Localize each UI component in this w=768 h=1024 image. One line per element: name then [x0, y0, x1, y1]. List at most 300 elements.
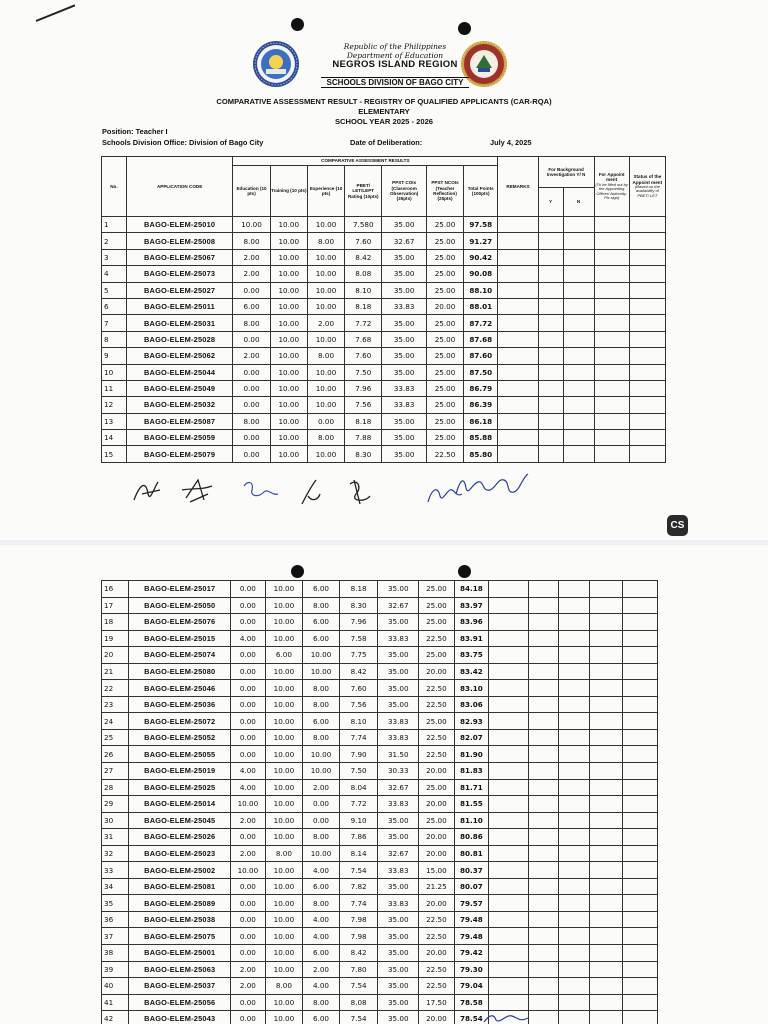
table-row	[102, 233, 666, 249]
appointment-cell	[589, 663, 623, 680]
experience-score: 6.00	[303, 878, 340, 895]
table-row	[102, 746, 658, 763]
remarks-cell	[498, 348, 538, 364]
experience-score: 8.00	[303, 597, 340, 614]
row-no: 36	[102, 911, 129, 928]
application-code: BAGO-ELEM-25032	[126, 397, 233, 413]
table-row	[102, 647, 658, 664]
ppst-ncois-score: 25.00	[419, 713, 455, 730]
background-y-cell	[538, 364, 563, 380]
appointment-cell	[594, 446, 629, 462]
background-y-cell	[528, 597, 558, 614]
pbet-rating: 8.30	[345, 446, 382, 462]
school-year: SCHOOL YEAR 2025 - 2026	[334, 116, 434, 126]
experience-score: 10.00	[307, 298, 344, 314]
experience-score: 8.00	[303, 680, 340, 697]
remarks-cell	[489, 845, 529, 862]
table-row	[102, 282, 666, 298]
remarks-cell	[489, 945, 529, 962]
experience-score: 0.00	[303, 796, 340, 813]
total-points: 85.88	[464, 430, 498, 446]
experience-score: 10.00	[307, 266, 344, 282]
ppst-ncois-score: 25.00	[426, 430, 463, 446]
education-score: 0.00	[231, 911, 266, 928]
experience-score: 10.00	[307, 446, 344, 462]
row-no: 21	[102, 663, 129, 680]
background-n-cell	[559, 630, 589, 647]
education-score: 8.00	[233, 413, 270, 429]
ppst-cois-score: 35.00	[378, 945, 419, 962]
background-y-cell	[528, 779, 558, 796]
appointment-cell	[589, 978, 623, 995]
status-cell	[629, 266, 665, 282]
row-no: 16	[102, 581, 129, 598]
total-points: 83.10	[454, 680, 489, 697]
appointment-cell	[589, 696, 623, 713]
application-code: BAGO-ELEM-25015	[129, 630, 231, 647]
applicants-table-page-2	[101, 580, 658, 1024]
background-n-cell	[559, 680, 589, 697]
total-points: 81.83	[454, 763, 489, 780]
division-text: SCHOOLS DIVISION OF BAGO CITY	[321, 77, 470, 88]
education-score: 2.00	[231, 812, 266, 829]
background-n-cell	[563, 331, 594, 347]
education-score: 0.00	[233, 331, 270, 347]
training-score: 10.00	[265, 1011, 303, 1024]
education-score: 0.00	[231, 729, 266, 746]
header-background: For Background Investigation Y/ N	[538, 157, 594, 188]
ppst-ncois-score: 25.00	[426, 249, 463, 265]
training-score: 10.00	[270, 282, 307, 298]
table-row	[102, 729, 658, 746]
table-row	[102, 895, 658, 912]
pbet-rating: 7.72	[345, 315, 382, 331]
deliberation-label: Date of Deliberation:	[350, 138, 423, 147]
status-cell	[623, 945, 658, 962]
status-cell	[623, 614, 658, 631]
pbet-rating: 7.72	[339, 796, 378, 813]
header-status-label: Status of the Appoint ment	[632, 174, 663, 185]
appointment-cell	[589, 1011, 623, 1024]
education-score: 0.00	[231, 829, 266, 846]
background-n-cell	[559, 978, 589, 995]
ppst-cois-score: 35.00	[382, 315, 426, 331]
education-score: 2.00	[231, 845, 266, 862]
table-row	[102, 266, 666, 282]
office-text: Schools Division Office: Division of Bago City	[102, 138, 264, 147]
total-points: 87.60	[464, 348, 498, 364]
ppst-cois-score: 35.00	[378, 663, 419, 680]
appointment-cell	[589, 961, 623, 978]
education-score: 10.00	[231, 796, 266, 813]
appointment-cell	[589, 630, 623, 647]
remarks-cell	[489, 763, 529, 780]
application-code: BAGO-ELEM-25059	[126, 430, 233, 446]
row-no: 9	[102, 348, 127, 364]
row-no: 38	[102, 945, 129, 962]
application-code: BAGO-ELEM-25050	[129, 597, 231, 614]
background-y-cell	[528, 994, 558, 1011]
appointment-cell	[594, 331, 629, 347]
background-y-cell	[528, 647, 558, 664]
table-row	[102, 331, 666, 347]
header-training: Training (10 pts)	[270, 166, 307, 217]
experience-score: 10.00	[303, 845, 340, 862]
ppst-cois-score: 32.67	[382, 233, 426, 249]
training-score: 10.00	[265, 878, 303, 895]
background-n-cell	[559, 829, 589, 846]
table-row	[102, 430, 666, 446]
background-n-cell	[559, 994, 589, 1011]
training-score: 10.00	[270, 233, 307, 249]
ppst-cois-score: 35.00	[378, 581, 419, 598]
ppst-cois-score: 35.00	[378, 680, 419, 697]
pbet-rating: 8.42	[339, 945, 378, 962]
status-cell	[623, 862, 658, 879]
background-y-cell	[528, 614, 558, 631]
training-score: 10.00	[265, 796, 303, 813]
remarks-cell	[489, 713, 529, 730]
total-points: 81.55	[454, 796, 489, 813]
appointment-cell	[594, 282, 629, 298]
total-points: 83.06	[454, 696, 489, 713]
ppst-ncois-score: 20.00	[426, 298, 463, 314]
signature-icon	[480, 1010, 560, 1024]
row-no: 6	[102, 298, 127, 314]
pbet-rating: 7.58	[339, 630, 378, 647]
application-code: BAGO-ELEM-25043	[129, 1011, 231, 1024]
education-score: 0.00	[231, 994, 266, 1011]
background-y-cell	[528, 696, 558, 713]
total-points: 79.04	[454, 978, 489, 995]
ppst-cois-score: 33.83	[382, 380, 426, 396]
application-code: BAGO-ELEM-25081	[129, 878, 231, 895]
status-cell	[623, 713, 658, 730]
background-n-cell	[559, 945, 589, 962]
remarks-cell	[498, 282, 538, 298]
status-cell	[623, 928, 658, 945]
row-no: 42	[102, 1011, 129, 1024]
education-score: 10.00	[231, 862, 266, 879]
background-y-cell	[538, 233, 563, 249]
background-y-cell	[538, 331, 563, 347]
ppst-cois-score: 35.00	[378, 696, 419, 713]
remarks-cell	[498, 446, 538, 462]
background-y-cell	[528, 663, 558, 680]
background-n-cell	[559, 845, 589, 862]
background-y-cell	[528, 630, 558, 647]
pbet-rating: 7.80	[339, 961, 378, 978]
experience-score: 6.00	[303, 581, 340, 598]
experience-score: 2.00	[303, 779, 340, 796]
document-level: ELEMENTARY	[358, 106, 410, 116]
remarks-cell	[489, 779, 529, 796]
background-n-cell	[559, 713, 589, 730]
ppst-cois-score: 33.83	[378, 729, 419, 746]
total-points: 80.07	[454, 878, 489, 895]
status-cell	[623, 680, 658, 697]
remarks-cell	[498, 364, 538, 380]
experience-score: 8.00	[307, 348, 344, 364]
pbet-rating: 7.82	[339, 878, 378, 895]
pbet-rating: 7.54	[339, 862, 378, 879]
table-row	[102, 581, 658, 598]
header-y: Y	[538, 188, 563, 217]
background-n-cell	[559, 729, 589, 746]
pbet-rating: 9.10	[339, 812, 378, 829]
status-cell	[629, 397, 665, 413]
header-no: No.	[102, 157, 127, 217]
background-n-cell	[563, 446, 594, 462]
pbet-rating: 7.98	[339, 911, 378, 928]
training-score: 10.00	[265, 928, 303, 945]
remarks-cell	[489, 581, 529, 598]
status-cell	[629, 217, 665, 233]
ppst-ncois-score: 20.00	[419, 895, 455, 912]
total-points: 90.42	[464, 249, 498, 265]
total-points: 79.57	[454, 895, 489, 912]
background-y-cell	[528, 729, 558, 746]
pbet-rating: 7.60	[339, 680, 378, 697]
background-n-cell	[559, 696, 589, 713]
row-no: 29	[102, 796, 129, 813]
education-score: 4.00	[231, 779, 266, 796]
application-code: BAGO-ELEM-25062	[126, 348, 233, 364]
education-score: 2.00	[233, 348, 270, 364]
experience-score: 2.00	[303, 961, 340, 978]
pbet-rating: 7.75	[339, 647, 378, 664]
background-y-cell	[538, 298, 563, 314]
background-y-cell	[528, 928, 558, 945]
remarks-cell	[489, 978, 529, 995]
education-score: 0.00	[233, 397, 270, 413]
experience-score: 8.00	[303, 829, 340, 846]
table-row	[102, 812, 658, 829]
pbet-rating: 7.54	[339, 978, 378, 995]
appointment-cell	[594, 233, 629, 249]
experience-score: 8.00	[303, 696, 340, 713]
total-points: 78.58	[454, 994, 489, 1011]
header-ppst-ncois: PPST NCOIs (Teacher Reflection) (25pts)	[426, 166, 463, 217]
ppst-ncois-score: 22.50	[419, 911, 455, 928]
ppst-ncois-score: 25.00	[419, 647, 455, 664]
pbet-rating: 8.08	[339, 994, 378, 1011]
training-score: 10.00	[265, 729, 303, 746]
region-text: NEGROS ISLAND REGION	[332, 59, 458, 71]
training-score: 10.00	[265, 713, 303, 730]
application-code: BAGO-ELEM-25056	[129, 994, 231, 1011]
education-score: 0.00	[231, 945, 266, 962]
row-no: 5	[102, 282, 127, 298]
pbet-rating: 7.60	[345, 348, 382, 364]
ppst-cois-score: 33.83	[378, 895, 419, 912]
remarks-cell	[489, 680, 529, 697]
education-score: 0.00	[231, 713, 266, 730]
signature-icon	[452, 466, 532, 500]
background-n-cell	[563, 266, 594, 282]
education-score: 2.00	[231, 978, 266, 995]
status-cell	[629, 331, 665, 347]
education-score: 2.00	[231, 961, 266, 978]
header-pbet: PBET/ LET/LEPT Rating (10pts)	[345, 166, 382, 217]
training-score: 10.00	[265, 961, 303, 978]
remarks-cell	[489, 796, 529, 813]
ppst-cois-score: 33.83	[378, 630, 419, 647]
background-y-cell	[538, 282, 563, 298]
ppst-ncois-score: 20.00	[419, 845, 455, 862]
application-code: BAGO-ELEM-25044	[126, 364, 233, 380]
table-row	[102, 928, 658, 945]
ppst-cois-score: 35.00	[378, 961, 419, 978]
appointment-cell	[594, 249, 629, 265]
education-score: 4.00	[231, 763, 266, 780]
header-code: APPLICATION CODE	[126, 157, 233, 217]
background-n-cell	[559, 812, 589, 829]
application-code: BAGO-ELEM-25073	[126, 266, 233, 282]
row-no: 40	[102, 978, 129, 995]
background-y-cell	[528, 945, 558, 962]
ppst-ncois-score: 22.50	[419, 729, 455, 746]
experience-score: 4.00	[303, 911, 340, 928]
table-row	[102, 911, 658, 928]
table-row	[102, 829, 658, 846]
ppst-cois-score: 33.83	[378, 713, 419, 730]
table-row	[102, 298, 666, 314]
total-points: 81.10	[454, 812, 489, 829]
pbet-rating: 7.50	[345, 364, 382, 380]
training-score: 10.00	[270, 217, 307, 233]
ppst-ncois-score: 20.00	[419, 796, 455, 813]
status-cell	[623, 779, 658, 796]
education-score: 2.00	[233, 266, 270, 282]
background-n-cell	[563, 282, 594, 298]
experience-score: 10.00	[307, 364, 344, 380]
ppst-cois-score: 35.00	[382, 266, 426, 282]
remarks-cell	[489, 630, 529, 647]
training-score: 10.00	[270, 397, 307, 413]
remarks-cell	[489, 597, 529, 614]
ppst-cois-score: 32.67	[378, 845, 419, 862]
background-y-cell	[528, 581, 558, 598]
row-no: 24	[102, 713, 129, 730]
appointment-cell	[589, 994, 623, 1011]
training-score: 10.00	[270, 380, 307, 396]
status-cell	[629, 380, 665, 396]
experience-score: 6.00	[303, 614, 340, 631]
application-code: BAGO-ELEM-25089	[129, 895, 231, 912]
experience-score: 8.00	[303, 994, 340, 1011]
remarks-cell	[489, 746, 529, 763]
application-code: BAGO-ELEM-25038	[129, 911, 231, 928]
training-score: 10.00	[270, 446, 307, 462]
ppst-cois-score: 33.83	[382, 397, 426, 413]
education-score: 6.00	[233, 298, 270, 314]
table-row	[102, 364, 666, 380]
row-no: 15	[102, 446, 127, 462]
education-score: 10.00	[233, 217, 270, 233]
education-score: 0.00	[233, 446, 270, 462]
row-no: 2	[102, 233, 127, 249]
remarks-cell	[489, 829, 529, 846]
ppst-cois-score: 35.00	[378, 1011, 419, 1024]
row-no: 17	[102, 597, 129, 614]
appointment-cell	[589, 597, 623, 614]
total-points: 87.72	[464, 315, 498, 331]
ppst-cois-score: 32.67	[378, 597, 419, 614]
experience-score: 4.00	[303, 862, 340, 879]
status-cell	[629, 430, 665, 446]
experience-score: 10.00	[303, 663, 340, 680]
table-row	[102, 663, 658, 680]
training-score: 10.00	[265, 945, 303, 962]
education-score: 0.00	[231, 614, 266, 631]
appointment-cell	[589, 713, 623, 730]
education-score: 0.00	[231, 581, 266, 598]
table-row	[102, 994, 658, 1011]
ppst-cois-score: 35.00	[378, 812, 419, 829]
experience-score: 10.00	[307, 249, 344, 265]
row-no: 35	[102, 895, 129, 912]
pbet-rating: 8.08	[345, 266, 382, 282]
document-title: COMPARATIVE ASSESSMENT RESULT - REGISTRY OF QUALIFIED APPLICANTS (CAR-RQA)	[216, 97, 552, 106]
background-y-cell	[528, 961, 558, 978]
training-score: 10.00	[270, 298, 307, 314]
background-y-cell	[528, 862, 558, 879]
row-no: 26	[102, 746, 129, 763]
header-appointment-note: (To be filled out by the Appointing Officer/ Authority. Pls sign)	[595, 181, 628, 201]
ppst-ncois-score: 22.50	[419, 680, 455, 697]
experience-score: 8.00	[303, 729, 340, 746]
ppst-ncois-score: 22.50	[419, 696, 455, 713]
status-cell	[629, 249, 665, 265]
ppst-ncois-score: 25.00	[426, 266, 463, 282]
experience-score: 2.00	[307, 315, 344, 331]
header-status-note: (Based on the availability of PBET/ LET	[634, 183, 660, 199]
background-n-cell	[559, 961, 589, 978]
row-no: 31	[102, 829, 129, 846]
appointment-cell	[589, 945, 623, 962]
ppst-ncois-score: 22.50	[419, 746, 455, 763]
total-points: 79.30	[454, 961, 489, 978]
application-code: BAGO-ELEM-25052	[129, 729, 231, 746]
ppst-ncois-score: 25.00	[419, 812, 455, 829]
experience-score: 10.00	[303, 763, 340, 780]
remarks-cell	[498, 233, 538, 249]
application-code: BAGO-ELEM-25017	[129, 581, 231, 598]
punch-hole	[291, 565, 304, 578]
header-appointment-label: For Appoint ment	[598, 172, 625, 183]
pbet-rating: 7.56	[345, 397, 382, 413]
pbet-rating: 8.04	[339, 779, 378, 796]
ppst-ncois-score: 25.00	[419, 581, 455, 598]
ppst-ncois-score: 22.50	[419, 961, 455, 978]
ppst-cois-score: 35.00	[382, 446, 426, 462]
document-title-block	[100, 97, 668, 127]
background-n-cell	[563, 364, 594, 380]
status-cell	[623, 746, 658, 763]
remarks-cell	[489, 729, 529, 746]
education-score: 0.00	[231, 1011, 266, 1024]
background-y-cell	[528, 845, 558, 862]
row-no: 39	[102, 961, 129, 978]
ppst-ncois-score: 20.00	[419, 763, 455, 780]
table-row	[102, 249, 666, 265]
background-y-cell	[538, 315, 563, 331]
application-code: BAGO-ELEM-25019	[129, 763, 231, 780]
total-points: 80.81	[454, 845, 489, 862]
education-score: 0.00	[231, 597, 266, 614]
appointment-cell	[589, 862, 623, 879]
